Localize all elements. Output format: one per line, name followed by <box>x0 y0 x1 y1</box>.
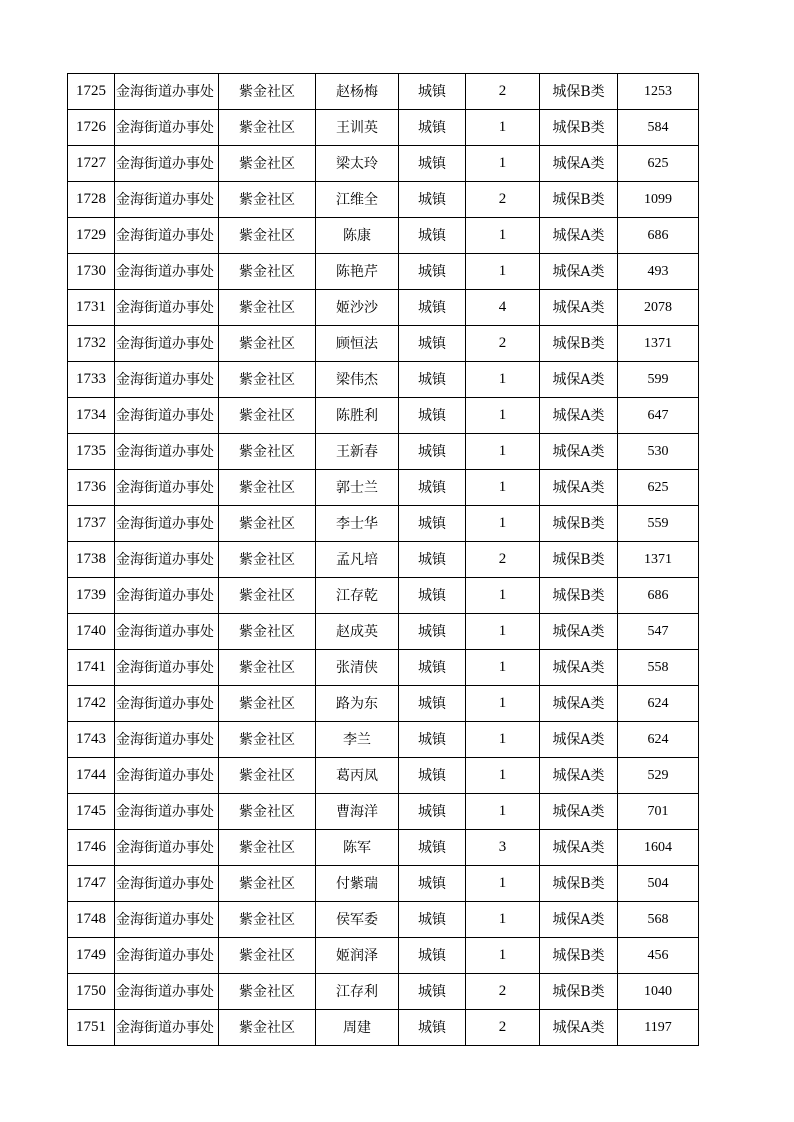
community-cell: 紫金社区 <box>219 938 316 974</box>
street-office-cell: 金海街道办事处 <box>115 650 219 686</box>
amount-cell: 1040 <box>618 974 699 1010</box>
name-cell: 赵杨梅 <box>316 74 399 110</box>
community-cell: 紫金社区 <box>219 578 316 614</box>
amount-cell: 624 <box>618 686 699 722</box>
household-size-cell: 1 <box>466 218 540 254</box>
table-row <box>68 74 699 110</box>
household-size-cell: 1 <box>466 938 540 974</box>
community-cell: 紫金社区 <box>219 398 316 434</box>
community-cell: 紫金社区 <box>219 218 316 254</box>
community-cell: 紫金社区 <box>219 290 316 326</box>
community-cell: 紫金社区 <box>219 650 316 686</box>
community-cell: 紫金社区 <box>219 974 316 1010</box>
area-type-cell: 城镇 <box>399 974 466 1010</box>
street-office-cell: 金海街道办事处 <box>115 434 219 470</box>
amount-cell: 1371 <box>618 542 699 578</box>
household-size-cell: 1 <box>466 470 540 506</box>
table-row <box>68 542 699 578</box>
row-number-cell: 1737 <box>68 506 115 542</box>
row-number-cell: 1747 <box>68 866 115 902</box>
row-number-cell: 1730 <box>68 254 115 290</box>
street-office-cell: 金海街道办事处 <box>115 938 219 974</box>
street-office-cell: 金海街道办事处 <box>115 506 219 542</box>
table-row <box>68 398 699 434</box>
household-size-cell: 2 <box>466 74 540 110</box>
amount-cell: 686 <box>618 218 699 254</box>
amount-cell: 529 <box>618 758 699 794</box>
name-cell: 曹海洋 <box>316 794 399 830</box>
table-row <box>68 470 699 506</box>
community-cell: 紫金社区 <box>219 254 316 290</box>
amount-cell: 599 <box>618 362 699 398</box>
category-cell: 城保A类 <box>540 1010 618 1046</box>
household-size-cell: 1 <box>466 866 540 902</box>
table-row <box>68 830 699 866</box>
amount-cell: 456 <box>618 938 699 974</box>
category-cell: 城保A类 <box>540 434 618 470</box>
name-cell: 王新春 <box>316 434 399 470</box>
row-number-cell: 1740 <box>68 614 115 650</box>
street-office-cell: 金海街道办事处 <box>115 74 219 110</box>
community-cell: 紫金社区 <box>219 794 316 830</box>
community-cell: 紫金社区 <box>219 110 316 146</box>
row-number-cell: 1726 <box>68 110 115 146</box>
amount-cell: 625 <box>618 470 699 506</box>
community-cell: 紫金社区 <box>219 866 316 902</box>
street-office-cell: 金海街道办事处 <box>115 794 219 830</box>
street-office-cell: 金海街道办事处 <box>115 686 219 722</box>
table-row <box>68 614 699 650</box>
category-cell: 城保B类 <box>540 866 618 902</box>
community-cell: 紫金社区 <box>219 686 316 722</box>
category-cell: 城保A类 <box>540 218 618 254</box>
area-type-cell: 城镇 <box>399 362 466 398</box>
row-number-cell: 1751 <box>68 1010 115 1046</box>
community-cell: 紫金社区 <box>219 470 316 506</box>
area-type-cell: 城镇 <box>399 434 466 470</box>
household-size-cell: 1 <box>466 506 540 542</box>
household-size-cell: 2 <box>466 182 540 218</box>
category-cell: 城保B类 <box>540 542 618 578</box>
area-type-cell: 城镇 <box>399 794 466 830</box>
table-row <box>68 362 699 398</box>
area-type-cell: 城镇 <box>399 146 466 182</box>
street-office-cell: 金海街道办事处 <box>115 182 219 218</box>
area-type-cell: 城镇 <box>399 326 466 362</box>
street-office-cell: 金海街道办事处 <box>115 902 219 938</box>
street-office-cell: 金海街道办事处 <box>115 974 219 1010</box>
area-type-cell: 城镇 <box>399 110 466 146</box>
amount-cell: 504 <box>618 866 699 902</box>
name-cell: 梁伟杰 <box>316 362 399 398</box>
household-size-cell: 1 <box>466 686 540 722</box>
street-office-cell: 金海街道办事处 <box>115 614 219 650</box>
area-type-cell: 城镇 <box>399 578 466 614</box>
area-type-cell: 城镇 <box>399 614 466 650</box>
street-office-cell: 金海街道办事处 <box>115 254 219 290</box>
street-office-cell: 金海街道办事处 <box>115 758 219 794</box>
name-cell: 江存乾 <box>316 578 399 614</box>
category-cell: 城保A类 <box>540 902 618 938</box>
name-cell: 葛丙凤 <box>316 758 399 794</box>
name-cell: 侯军委 <box>316 902 399 938</box>
amount-cell: 625 <box>618 146 699 182</box>
name-cell: 江维全 <box>316 182 399 218</box>
amount-cell: 701 <box>618 794 699 830</box>
category-cell: 城保A类 <box>540 830 618 866</box>
amount-cell: 547 <box>618 614 699 650</box>
category-cell: 城保A类 <box>540 362 618 398</box>
name-cell: 付紫瑞 <box>316 866 399 902</box>
category-cell: 城保B类 <box>540 110 618 146</box>
category-cell: 城保A类 <box>540 290 618 326</box>
row-number-cell: 1728 <box>68 182 115 218</box>
amount-cell: 1604 <box>618 830 699 866</box>
name-cell: 李兰 <box>316 722 399 758</box>
table-row <box>68 686 699 722</box>
name-cell: 孟凡培 <box>316 542 399 578</box>
amount-cell: 1253 <box>618 74 699 110</box>
street-office-cell: 金海街道办事处 <box>115 398 219 434</box>
table-row <box>68 650 699 686</box>
table-row <box>68 182 699 218</box>
name-cell: 郭士兰 <box>316 470 399 506</box>
community-cell: 紫金社区 <box>219 902 316 938</box>
area-type-cell: 城镇 <box>399 542 466 578</box>
area-type-cell: 城镇 <box>399 1010 466 1046</box>
street-office-cell: 金海街道办事处 <box>115 218 219 254</box>
category-cell: 城保A类 <box>540 398 618 434</box>
amount-cell: 647 <box>618 398 699 434</box>
household-size-cell: 1 <box>466 578 540 614</box>
street-office-cell: 金海街道办事处 <box>115 542 219 578</box>
records-table <box>67 73 699 1046</box>
table-row <box>68 578 699 614</box>
household-size-cell: 4 <box>466 290 540 326</box>
row-number-cell: 1748 <box>68 902 115 938</box>
category-cell: 城保B类 <box>540 506 618 542</box>
table-row <box>68 794 699 830</box>
amount-cell: 1197 <box>618 1010 699 1046</box>
category-cell: 城保A类 <box>540 650 618 686</box>
community-cell: 紫金社区 <box>219 362 316 398</box>
household-size-cell: 1 <box>466 110 540 146</box>
table-row <box>68 146 699 182</box>
amount-cell: 493 <box>618 254 699 290</box>
street-office-cell: 金海街道办事处 <box>115 866 219 902</box>
row-number-cell: 1742 <box>68 686 115 722</box>
street-office-cell: 金海街道办事处 <box>115 290 219 326</box>
community-cell: 紫金社区 <box>219 722 316 758</box>
street-office-cell: 金海街道办事处 <box>115 110 219 146</box>
street-office-cell: 金海街道办事处 <box>115 146 219 182</box>
category-cell: 城保B类 <box>540 578 618 614</box>
row-number-cell: 1738 <box>68 542 115 578</box>
street-office-cell: 金海街道办事处 <box>115 722 219 758</box>
amount-cell: 530 <box>618 434 699 470</box>
amount-cell: 2078 <box>618 290 699 326</box>
household-size-cell: 1 <box>466 614 540 650</box>
area-type-cell: 城镇 <box>399 74 466 110</box>
area-type-cell: 城镇 <box>399 218 466 254</box>
table-row <box>68 506 699 542</box>
area-type-cell: 城镇 <box>399 254 466 290</box>
household-size-cell: 1 <box>466 794 540 830</box>
row-number-cell: 1739 <box>68 578 115 614</box>
community-cell: 紫金社区 <box>219 614 316 650</box>
household-size-cell: 1 <box>466 398 540 434</box>
category-cell: 城保B类 <box>540 974 618 1010</box>
community-cell: 紫金社区 <box>219 182 316 218</box>
table-row <box>68 902 699 938</box>
row-number-cell: 1746 <box>68 830 115 866</box>
community-cell: 紫金社区 <box>219 758 316 794</box>
amount-cell: 1099 <box>618 182 699 218</box>
name-cell: 陈军 <box>316 830 399 866</box>
name-cell: 姬润泽 <box>316 938 399 974</box>
household-size-cell: 3 <box>466 830 540 866</box>
amount-cell: 1371 <box>618 326 699 362</box>
category-cell: 城保A类 <box>540 146 618 182</box>
row-number-cell: 1741 <box>68 650 115 686</box>
row-number-cell: 1735 <box>68 434 115 470</box>
category-cell: 城保A类 <box>540 722 618 758</box>
name-cell: 陈胜利 <box>316 398 399 434</box>
area-type-cell: 城镇 <box>399 902 466 938</box>
area-type-cell: 城镇 <box>399 650 466 686</box>
street-office-cell: 金海街道办事处 <box>115 1010 219 1046</box>
category-cell: 城保B类 <box>540 326 618 362</box>
table-row <box>68 866 699 902</box>
name-cell: 顾恒法 <box>316 326 399 362</box>
name-cell: 李士华 <box>316 506 399 542</box>
household-size-cell: 1 <box>466 434 540 470</box>
household-size-cell: 1 <box>466 902 540 938</box>
community-cell: 紫金社区 <box>219 434 316 470</box>
community-cell: 紫金社区 <box>219 830 316 866</box>
area-type-cell: 城镇 <box>399 830 466 866</box>
name-cell: 赵成英 <box>316 614 399 650</box>
table-row <box>68 938 699 974</box>
table-row <box>68 218 699 254</box>
category-cell: 城保B类 <box>540 182 618 218</box>
household-size-cell: 1 <box>466 758 540 794</box>
household-size-cell: 1 <box>466 362 540 398</box>
name-cell: 周建 <box>316 1010 399 1046</box>
name-cell: 姬沙沙 <box>316 290 399 326</box>
street-office-cell: 金海街道办事处 <box>115 362 219 398</box>
row-number-cell: 1736 <box>68 470 115 506</box>
category-cell: 城保A类 <box>540 794 618 830</box>
row-number-cell: 1734 <box>68 398 115 434</box>
community-cell: 紫金社区 <box>219 1010 316 1046</box>
name-cell: 陈艳芹 <box>316 254 399 290</box>
household-size-cell: 1 <box>466 146 540 182</box>
table-row <box>68 758 699 794</box>
community-cell: 紫金社区 <box>219 326 316 362</box>
street-office-cell: 金海街道办事处 <box>115 578 219 614</box>
row-number-cell: 1725 <box>68 74 115 110</box>
street-office-cell: 金海街道办事处 <box>115 326 219 362</box>
community-cell: 紫金社区 <box>219 506 316 542</box>
amount-cell: 584 <box>618 110 699 146</box>
row-number-cell: 1731 <box>68 290 115 326</box>
name-cell: 江存利 <box>316 974 399 1010</box>
community-cell: 紫金社区 <box>219 146 316 182</box>
area-type-cell: 城镇 <box>399 686 466 722</box>
table-row <box>68 1010 699 1046</box>
area-type-cell: 城镇 <box>399 866 466 902</box>
category-cell: 城保A类 <box>540 686 618 722</box>
category-cell: 城保B类 <box>540 74 618 110</box>
household-size-cell: 1 <box>466 650 540 686</box>
row-number-cell: 1749 <box>68 938 115 974</box>
category-cell: 城保A类 <box>540 254 618 290</box>
row-number-cell: 1727 <box>68 146 115 182</box>
street-office-cell: 金海街道办事处 <box>115 830 219 866</box>
table-row <box>68 434 699 470</box>
row-number-cell: 1744 <box>68 758 115 794</box>
household-size-cell: 2 <box>466 1010 540 1046</box>
table-row <box>68 722 699 758</box>
table-body <box>68 74 699 1046</box>
area-type-cell: 城镇 <box>399 470 466 506</box>
area-type-cell: 城镇 <box>399 506 466 542</box>
row-number-cell: 1743 <box>68 722 115 758</box>
row-number-cell: 1729 <box>68 218 115 254</box>
row-number-cell: 1732 <box>68 326 115 362</box>
name-cell: 王训英 <box>316 110 399 146</box>
category-cell: 城保A类 <box>540 614 618 650</box>
row-number-cell: 1750 <box>68 974 115 1010</box>
area-type-cell: 城镇 <box>399 722 466 758</box>
community-cell: 紫金社区 <box>219 74 316 110</box>
amount-cell: 686 <box>618 578 699 614</box>
household-size-cell: 1 <box>466 254 540 290</box>
amount-cell: 568 <box>618 902 699 938</box>
community-cell: 紫金社区 <box>219 542 316 578</box>
area-type-cell: 城镇 <box>399 758 466 794</box>
area-type-cell: 城镇 <box>399 938 466 974</box>
household-size-cell: 2 <box>466 974 540 1010</box>
amount-cell: 559 <box>618 506 699 542</box>
name-cell: 梁太玲 <box>316 146 399 182</box>
household-size-cell: 1 <box>466 722 540 758</box>
name-cell: 张清侠 <box>316 650 399 686</box>
household-size-cell: 2 <box>466 326 540 362</box>
table-row <box>68 326 699 362</box>
area-type-cell: 城镇 <box>399 182 466 218</box>
household-size-cell: 2 <box>466 542 540 578</box>
table-row <box>68 974 699 1010</box>
name-cell: 路为东 <box>316 686 399 722</box>
table-row <box>68 290 699 326</box>
amount-cell: 624 <box>618 722 699 758</box>
table-row <box>68 254 699 290</box>
street-office-cell: 金海街道办事处 <box>115 470 219 506</box>
row-number-cell: 1745 <box>68 794 115 830</box>
area-type-cell: 城镇 <box>399 290 466 326</box>
amount-cell: 558 <box>618 650 699 686</box>
area-type-cell: 城镇 <box>399 398 466 434</box>
category-cell: 城保A类 <box>540 470 618 506</box>
name-cell: 陈康 <box>316 218 399 254</box>
table-row <box>68 110 699 146</box>
row-number-cell: 1733 <box>68 362 115 398</box>
category-cell: 城保B类 <box>540 938 618 974</box>
category-cell: 城保A类 <box>540 758 618 794</box>
